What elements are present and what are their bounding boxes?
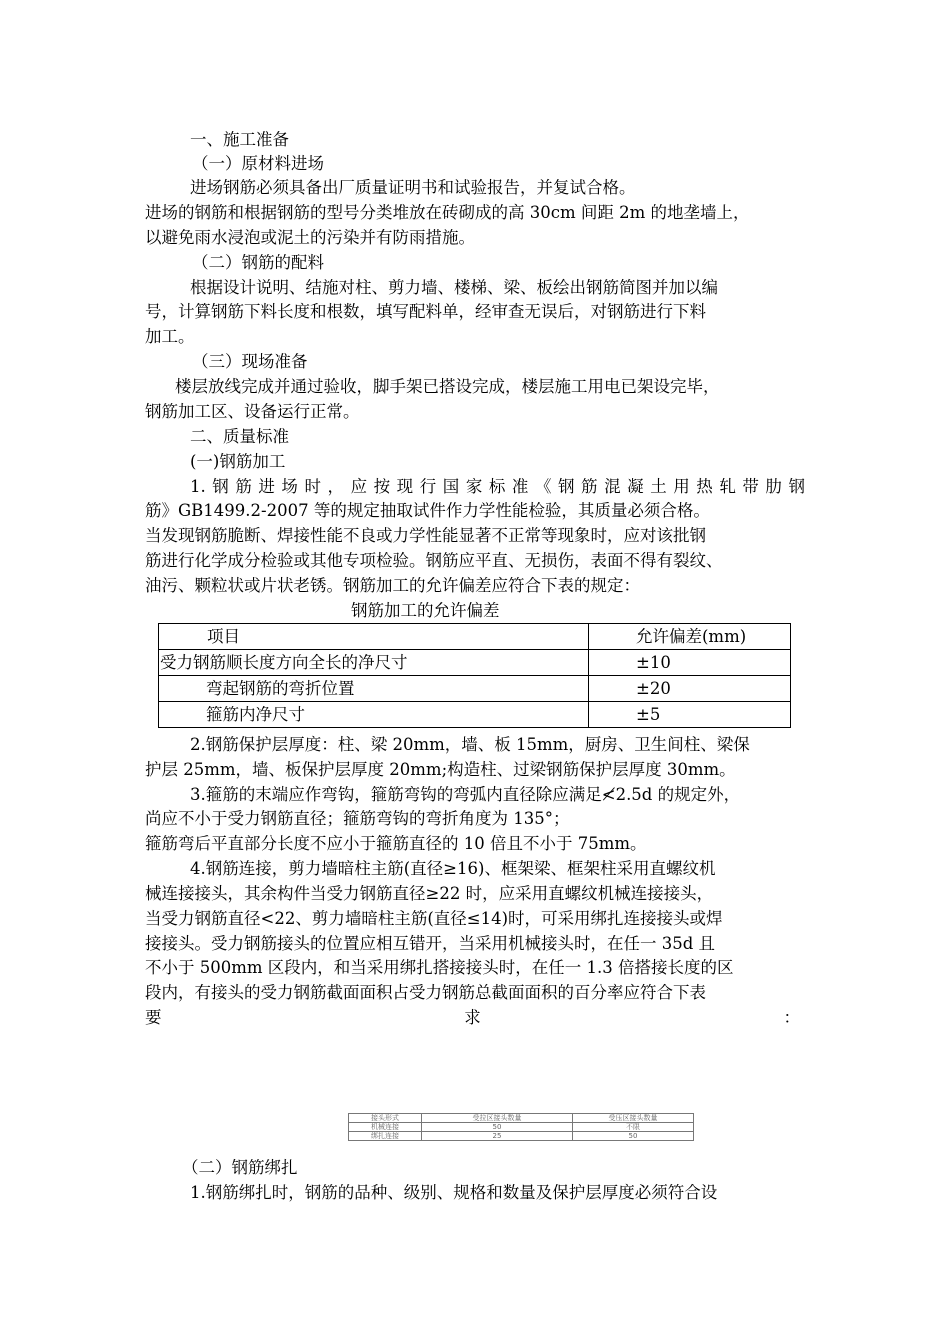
heading-construction-prep: 一、施工准备 [190, 130, 289, 149]
paragraph-line: 当受力钢筋直径<22、剪力墙暗柱主筋(直径≤14)时，可采用绑扎连接接头或焊 [145, 909, 723, 928]
table-header-row [349, 1114, 694, 1123]
paragraph-line: 尚应不小于受力钢筋直径；箍筋弯钩的弯折角度为 135°； [145, 809, 570, 828]
rebar-tolerance-table [158, 623, 791, 728]
table-cell: ±20 [589, 676, 791, 702]
table-header-cell: 接头形式 [349, 1114, 422, 1123]
paragraph-line: 油污、颗粒状或片状老锈。钢筋加工的允许偏差应符合下表的规定： [145, 576, 640, 595]
paragraph-line: 要求： [145, 1008, 800, 1027]
table-row [159, 702, 791, 728]
table-header-row [159, 624, 791, 650]
subheading-site-prep: （三）现场准备 [192, 352, 308, 371]
paragraph-line: 接接头。受力钢筋接头的位置应相互错开，当采用机械接头时，在任一 35d 且 [145, 934, 716, 953]
table-row [159, 676, 791, 702]
paragraph-line: 2.钢筋保护层厚度：柱、梁 20mm，墙、板 15mm，厨房、卫生间柱、梁保 [190, 735, 750, 754]
paragraph-line: 加工。 [145, 327, 195, 346]
paragraph-line: 不小于 500mm 区段内，和当采用绑扎搭接接头时，在任一 1.3 倍搭接长度的区 [145, 958, 734, 977]
table-cell: 绑扎连接 [349, 1132, 422, 1141]
table-cell: ±5 [589, 702, 791, 728]
table-header-cell: 受拉区接头数量 [422, 1114, 573, 1123]
table-row [159, 650, 791, 676]
table-cell: 50 [422, 1123, 573, 1132]
subheading-rebar-tying: （二）钢筋绑扎 [182, 1158, 298, 1177]
paragraph-line: 号，计算钢筋下料长度和根数，填写配料单，经审查无误后，对钢筋进行下料 [145, 302, 706, 321]
paragraph-line: 楼层放线完成并通过验收，脚手架已搭设完成，楼层施工用电已架设完毕， [175, 377, 720, 396]
paragraph-line: 段内，有接头的受力钢筋截面面积占受力钢筋总截面面积的百分率应符合下表 [145, 983, 706, 1002]
paragraph-line: 进场钢筋必须具备出厂质量证明书和试验报告，并复试合格。 [190, 178, 636, 197]
paragraph-line: 以避免雨水浸泡或泥土的污染并有防雨措施。 [145, 228, 475, 247]
table-row [349, 1123, 694, 1132]
table-cell: 箍筋内净尺寸 [159, 702, 589, 728]
paragraph-line: 进场的钢筋和根据钢筋的型号分类堆放在砖砌成的高 30cm 间距 2m 的地垄墙上， [145, 203, 750, 222]
table-caption: 钢筋加工的允许偏差 [351, 601, 500, 620]
table-cell: 不限 [573, 1123, 694, 1132]
table-cell: 25 [422, 1132, 573, 1141]
splice-count-table [348, 1113, 694, 1141]
table-cell: 弯起钢筋的弯折位置 [159, 676, 589, 702]
paragraph-line: 箍筋弯后平直部分长度不应小于箍筋直径的 10 倍且不小于 75mm。 [145, 834, 647, 853]
paragraph-line: 4.钢筋连接，剪力墙暗柱主筋(直径≥16)、框架梁、框架柱采用直螺纹机 [190, 859, 716, 878]
paragraph-line: 筋》GB1499.2-2007 等的规定抽取试件作力学性能检验，其质量必须合格。 [145, 501, 710, 520]
table-header-cell: 受压区接头数量 [573, 1114, 694, 1123]
paragraph-line: 当发现钢筋脆断、焊接性能不良或力学性能显著不正常等现象时，应对该批钢 [145, 526, 706, 545]
table-row [349, 1132, 694, 1141]
paragraph-line: 3.箍筋的末端应作弯钩，箍筋弯钩的弯弧内直径除应满足≮2.5d 的规定外， [190, 785, 741, 804]
heading-quality-standards: 二、质量标准 [190, 427, 289, 446]
paragraph-line: 护层 25mm，墙、板保护层厚度 20mm;构造柱、过梁钢筋保护层厚度 30mm。 [145, 760, 736, 779]
paragraph-line: 根据设计说明、结施对柱、剪力墙、楼梯、梁、板绘出钢筋简图并加以编 [190, 278, 718, 297]
paragraph-line: 械连接接头，其余构件当受力钢筋直径≥22 时，应采用直螺纹机械连接接头， [145, 884, 714, 903]
subheading-rebar-batching: （二）钢筋的配料 [192, 253, 324, 272]
paragraph-line: 1.钢筋绑扎时，钢筋的品种、级别、规格和数量及保护层厚度必须符合设 [190, 1183, 718, 1202]
paragraph-line: 筋进行化学成分检验或其他专项检验。钢筋应平直、无损伤，表面不得有裂纹、 [145, 551, 723, 570]
table-cell: ±10 [589, 650, 791, 676]
table-cell: 受力钢筋顺长度方向全长的净尺寸 [159, 650, 589, 676]
table-header-cell: 允许偏差(mm) [589, 624, 791, 650]
subheading-rebar-processing: (一)钢筋加工 [190, 452, 286, 471]
table-cell: 机械连接 [349, 1123, 422, 1132]
paragraph-line: 钢筋加工区、设备运行正常。 [145, 402, 360, 421]
subheading-raw-materials: （一）原材料进场 [192, 154, 324, 173]
table-header-cell: 项目 [159, 624, 589, 650]
paragraph-line: 1.钢筋进场时，应按现行国家标准《钢筋混凝土用热轧带肋钢 [190, 477, 805, 496]
table-cell: 50 [573, 1132, 694, 1141]
